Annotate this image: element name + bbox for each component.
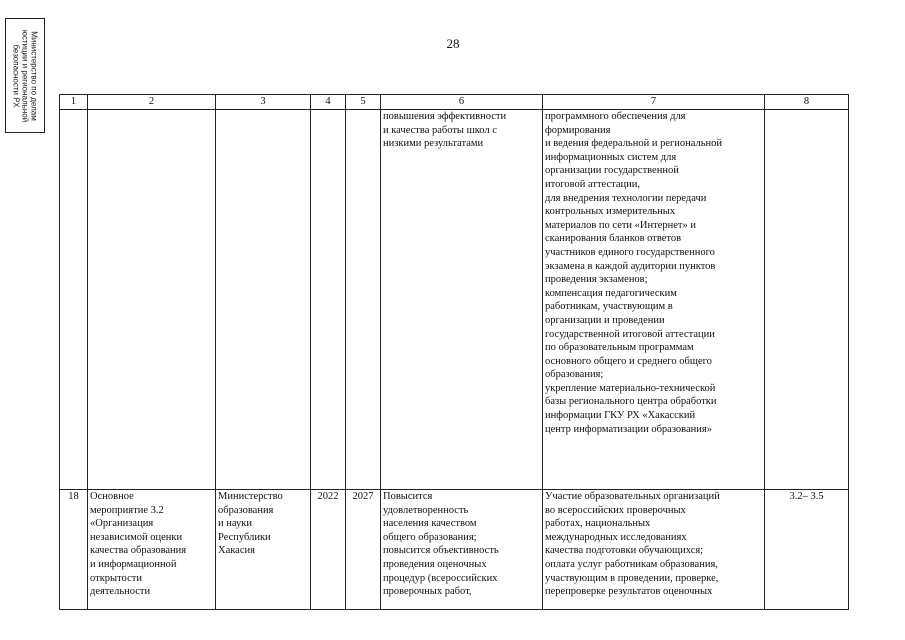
header-col-8: 8 bbox=[765, 95, 849, 110]
cell-text: повышения эффективности и качества работы школ с низкими результатами bbox=[383, 111, 507, 150]
cell-end-year bbox=[346, 490, 381, 610]
cell-text: 2027 bbox=[352, 491, 374, 502]
header-col-6: 6 bbox=[381, 95, 543, 110]
table-row-continuation bbox=[60, 110, 849, 490]
header-col-4: 4 bbox=[311, 95, 346, 110]
cell-text: программного обеспечения для формирования и ведения федеральной и региональной информационных систем для организации государственной итоговой аттестации, для внедрения технологии передачи контрольных измерительных материалов по сети «Интернет» и сканирования бланков ответов участников единого государственного экзамена в каждой аудитории пунктов проведения экзаменов; компенсация педагогическим работникам, участвующим в организации и проведении государственной итоговой аттестации по образовательным программам основного общего и среднего общего образования; укрепление материально-технической базы регионального центра обработки информации ГКУ РХ «Хакасский центр информатизации образования» bbox=[545, 111, 723, 435]
cell-indicators bbox=[765, 490, 849, 610]
cell-text: 3.2– 3.5 bbox=[789, 491, 824, 502]
cell-text: Повысится удовлетворенность населения качеством общего образования; повысится объективность проведения оценочных процедур (всероссийских проверочных работ, bbox=[383, 491, 499, 598]
cell-empty bbox=[311, 110, 346, 490]
ministry-stamp bbox=[5, 18, 45, 133]
cell-measure-name bbox=[88, 490, 216, 610]
cell-empty bbox=[346, 110, 381, 490]
table-row-18 bbox=[60, 490, 849, 610]
cell-text: Министерство образования и науки Республики Хакасия bbox=[218, 491, 283, 557]
stamp-text: Министерство по делам юстиции и региональной безопасности РХ bbox=[11, 29, 39, 122]
table-header-row bbox=[60, 95, 849, 110]
cell-responsible bbox=[216, 490, 311, 610]
cell-empty bbox=[60, 110, 88, 490]
cell-activities bbox=[543, 110, 765, 490]
header-col-1: 1 bbox=[60, 95, 88, 110]
cell-empty bbox=[88, 110, 216, 490]
cell-text: Основное мероприятие 3.2 «Организация независимой оценки качества образования и информационной открытости деятельности bbox=[90, 491, 187, 598]
cell-start-year bbox=[311, 490, 346, 610]
cell-text: 18 bbox=[68, 491, 79, 502]
cell-empty bbox=[216, 110, 311, 490]
cell-empty bbox=[765, 110, 849, 490]
cell-text: Участие образовательных организаций во всероссийских проверочных работах, национальных международных исследованиях качества подготовки обучающихся; оплата услуг работникам образования, участвующим в проведении, проверке, перепроверке результатов оценочных bbox=[545, 491, 720, 598]
page-number: 28 bbox=[446, 36, 460, 51]
cell-activities bbox=[543, 490, 765, 610]
program-table bbox=[59, 94, 849, 610]
cell-text: 2022 bbox=[317, 491, 339, 502]
header-col-3: 3 bbox=[216, 95, 311, 110]
cell-expected-results bbox=[381, 110, 543, 490]
header-col-7: 7 bbox=[543, 95, 765, 110]
cell-expected-results bbox=[381, 490, 543, 610]
cell-row-number bbox=[60, 490, 88, 610]
header-col-2: 2 bbox=[88, 95, 216, 110]
header-col-5: 5 bbox=[346, 95, 381, 110]
